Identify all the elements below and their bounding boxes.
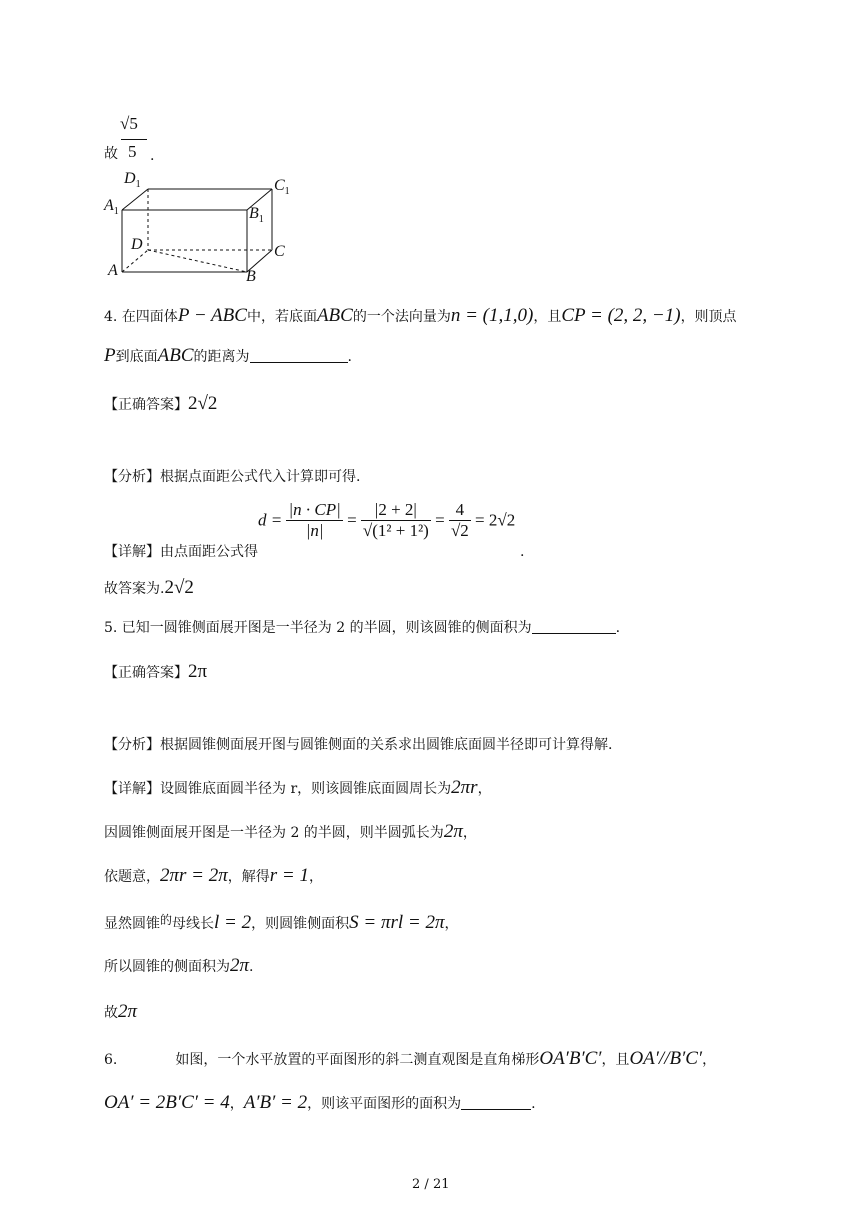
answer-blank (250, 348, 348, 363)
label-A1: $A_1$ (104, 197, 119, 218)
q4-detail-label: 【详解】由点面距公式得 (104, 544, 258, 560)
question-6-line2: OA′ = 2B′C′ = 4，A′B′ = 2，则该平面图形的面积为 . (104, 1092, 536, 1113)
question-6-line1: 6. 如图，一个水平放置的平面图形的斜二测直观图是直角梯形OA′B′C′，且OA′//B′C′， (104, 1048, 717, 1069)
q5-conclusion: 故2π (104, 1001, 138, 1022)
q5-detail-line2: 因圆锥侧面展开图是一半径为 2 的半圆，则半圆弧长为2π， (104, 821, 477, 842)
q4-conclusion: 故答案为.2√2 (104, 577, 194, 598)
q5-detail-line5: 所以圆锥的侧面积为2π. (104, 955, 254, 976)
q5-correct-answer: 【正确答案】2π (104, 661, 208, 682)
question-5: 5. 已知一圆锥侧面展开图是一半径为 2 的半圆，则该圆锥的侧面积为 . (104, 620, 621, 636)
q5-analysis: 【分析】根据圆锥侧面展开图与圆锥侧面的关系求出圆锥底面圆半径即可计算得解. (104, 737, 613, 753)
fraction-bar (121, 139, 147, 140)
q4-detail-end: . (520, 544, 525, 560)
label-D: D (131, 236, 143, 253)
question-4-line1: 4. 在四面体P − ABC中，若底面ABC的一个法向量为n = (1,1,0)，且CP = (2, 2, −1)，则顶点 (104, 305, 737, 326)
q4-analysis: 【分析】根据点面距公式代入计算即可得. (104, 469, 361, 485)
fraction-numerator: √5 (120, 114, 138, 133)
label-C1: $C_1$ (274, 177, 290, 198)
q4-correct-answer: 【正确答案】2√2 (104, 393, 218, 414)
q4-distance-formula: d = $\frac{|n \cdot CP|}{|n|}$ = $\frac{|2 + 2|}{\text{√(1² + 1²)}}$ = $\frac{4}{√2}$ = 2√2 (258, 500, 516, 540)
answer-blank (461, 1095, 531, 1110)
q5-detail-line4: 显然圆锥的母线长l = 2，则圆锥侧面积S = πrl = 2π， (104, 912, 459, 933)
page-number: 2 / 21 (412, 1177, 450, 1192)
label-C: C (274, 243, 285, 260)
label-A: A (108, 262, 118, 279)
answer-blank (532, 619, 616, 634)
answer-prefix: 故 (104, 146, 118, 162)
q5-detail-line3: 依题意，2πr = 2π，解得r = 1， (104, 865, 323, 886)
label-D1: $D_1$ (124, 170, 141, 191)
fraction-suffix: . (150, 148, 155, 164)
q5-detail-line1: 【详解】设圆锥底面圆半径为 r，则该圆锥底面圆周长为2πr， (104, 777, 492, 798)
fraction-denominator: 5 (128, 142, 137, 161)
label-B: B (246, 268, 256, 285)
question-4-line2: P到底面ABC的距离为 . (104, 345, 352, 366)
label-B1: $B_1$ (249, 205, 264, 226)
